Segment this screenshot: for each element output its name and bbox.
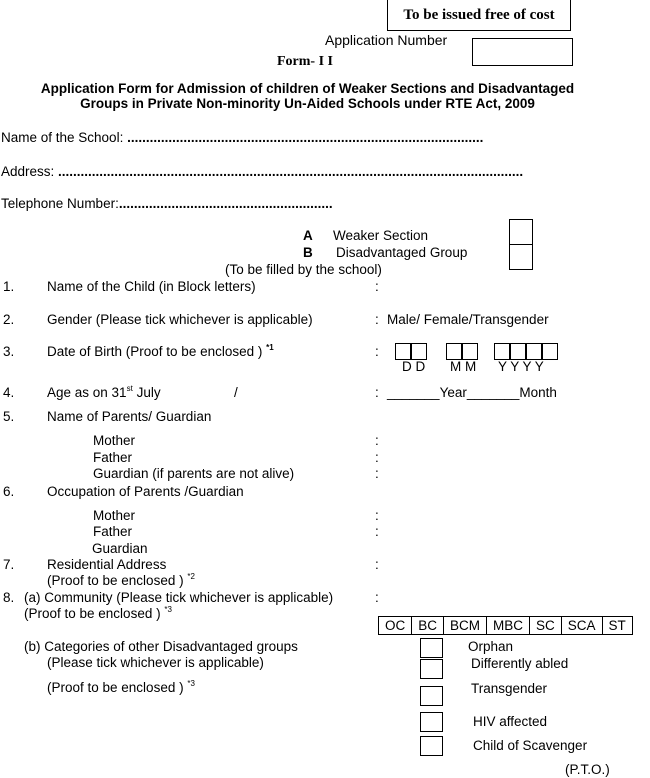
age-month-blank[interactable]: _______ [466,385,520,400]
field-7-proof: (Proof to be enclosed ) [47,573,188,588]
form-heading-line1: Application Form for Admission of children of Weaker Sections and Disadvantaged [40,81,575,96]
transgender-label: Transgender [471,681,548,696]
field-8-number: 8. [3,590,15,605]
field-4-label-tail: July [132,385,161,400]
community-mbc[interactable]: MBC [487,617,530,635]
school-name-label: Name of the School: [1,130,128,145]
field-7-colon: : [375,557,379,572]
parent-mother-colon: : [375,433,379,448]
field-8-colon: : [375,590,379,605]
gender-options[interactable]: Male/ Female/Transgender [387,312,549,327]
parent-mother-label: Mother [93,433,136,448]
field-6-label: Occupation of Parents /Guardian [47,484,244,499]
field-7-number: 7. [3,557,15,572]
field-4-colon: : [375,385,379,400]
dob-year-4[interactable] [542,343,558,360]
parent-guardian-colon: : [375,466,379,481]
field-7-footnote: *2 [187,572,195,581]
field-2-colon: : [375,312,379,327]
community-sc[interactable]: SC [530,617,562,635]
field-4-label: Age as on 31 [47,385,127,400]
field-1-colon: : [375,279,379,294]
transgender-checkbox[interactable] [420,686,443,706]
orphan-label: Orphan [468,639,514,654]
dob-year-caption: Y Y Y Y [498,359,544,374]
child-of-scavenger-label: Child of Scavenger [473,738,588,753]
community-row [379,617,633,635]
address-dots[interactable]: ............................................................................................................................ [58,164,524,179]
telephone-row [1,196,333,211]
dob-year-3[interactable] [526,343,542,360]
section-a-label: Weaker Section [333,228,429,243]
disadvantaged-proof-row [47,680,195,695]
field-1-label: Name of the Child (in Block letters) [47,279,256,294]
telephone-dots[interactable]: ......................................................... [118,196,333,211]
application-number-field[interactable] [472,38,573,66]
field-5-label: Name of Parents/ Guardian [47,409,212,424]
section-b-letter: B [303,245,313,260]
hiv-affected-checkbox[interactable] [420,712,443,732]
occupation-mother-label: Mother [93,508,136,523]
age-year-label: Year [439,385,467,400]
field-8-proof: (Proof to be enclosed ) [24,606,165,621]
disadvantaged-footnote: *3 [187,679,195,688]
section-a-letter: A [303,228,313,243]
parent-father-colon: : [375,450,379,465]
address-row [1,164,523,179]
dob-day-caption: D D [402,359,426,374]
field-4-number: 4. [3,385,15,400]
application-number-label: Application Number [325,32,448,48]
field-4-slash: / [234,385,238,400]
field-3-colon: : [375,344,379,359]
differently-abled-label: Differently abled [471,656,569,671]
school-name-row [1,130,483,145]
community-table [378,616,633,635]
pto-label: (P.T.O.) [565,762,610,777]
occupation-father-label: Father [93,524,133,539]
community-st[interactable]: ST [602,617,632,635]
dob-month-caption: M M [450,359,477,374]
field-3-number: 3. [3,344,15,359]
field-2-label: Gender (Please tick whichever is applicable) [47,312,313,327]
field-1-number: 1. [3,279,15,294]
dob-day-2[interactable] [411,343,427,360]
child-of-scavenger-checkbox[interactable] [420,736,443,756]
dob-year-1[interactable] [494,343,510,360]
field-2-number: 2. [3,312,15,327]
form-heading-line2: Groups in Private Non-minority Un-Aided Schools under RTE Act, 2009 [80,96,535,111]
form-title: Form- I I [277,54,333,69]
field-8-footnote: *3 [164,605,172,614]
orphan-checkbox[interactable] [420,638,443,658]
field-8-label: (a) Community (Please tick whichever is applicable) [24,590,334,605]
age-row [387,385,557,400]
field-7-proof-row [47,573,195,588]
parent-father-label: Father [93,450,133,465]
occupation-mother-colon: : [375,508,379,523]
age-year-blank[interactable]: _______ [387,385,440,400]
address-label: Address: [1,164,59,179]
occupation-father-colon: : [375,524,379,539]
field-3-footnote: *1 [266,343,274,352]
dob-month-2[interactable] [462,343,478,360]
field-4-label-row [47,385,161,400]
school-name-dots[interactable]: ............................................................................................... [127,130,484,145]
community-bcm[interactable]: BCM [444,617,487,635]
telephone-label: Telephone Number: [1,196,119,211]
free-of-cost-box [387,0,571,31]
community-oc[interactable]: OC [379,617,412,635]
community-bc[interactable]: BC [412,617,444,635]
field-4-sup: st [126,384,133,393]
section-b-label: Disadvantaged Group [336,245,468,260]
dob-year-2[interactable] [510,343,526,360]
disadvantaged-proof: (Proof to be enclosed ) [47,680,188,695]
hiv-affected-label: HIV affected [473,714,548,729]
section-b-checkbox[interactable] [509,244,533,270]
parent-guardian-label: Guardian (if parents are not alive) [93,466,295,481]
occupation-guardian-label: Guardian [92,541,148,556]
section-a-checkbox[interactable] [509,219,533,245]
field-5-number: 5. [3,409,15,424]
differently-abled-checkbox[interactable] [420,659,443,679]
school-fill-note: (To be filled by the school) [225,262,382,277]
field-7-label: Residential Address [47,557,167,572]
field-3-label-row [47,344,274,359]
community-sca[interactable]: SCA [561,617,602,635]
field-8-proof-row [24,606,172,621]
disadvantaged-tick-note: (Please tick whichever is applicable) [47,655,264,670]
free-of-cost-label: To be issued free of cost [403,7,555,23]
field-6-number: 6. [3,484,15,499]
field-3-label: Date of Birth (Proof to be enclosed ) [47,344,267,359]
age-month-label: Month [519,385,557,400]
disadvantaged-label: (b) Categories of other Disadvantaged groups [24,639,298,654]
dob-month-1[interactable] [446,343,462,360]
dob-day-1[interactable] [395,343,411,360]
